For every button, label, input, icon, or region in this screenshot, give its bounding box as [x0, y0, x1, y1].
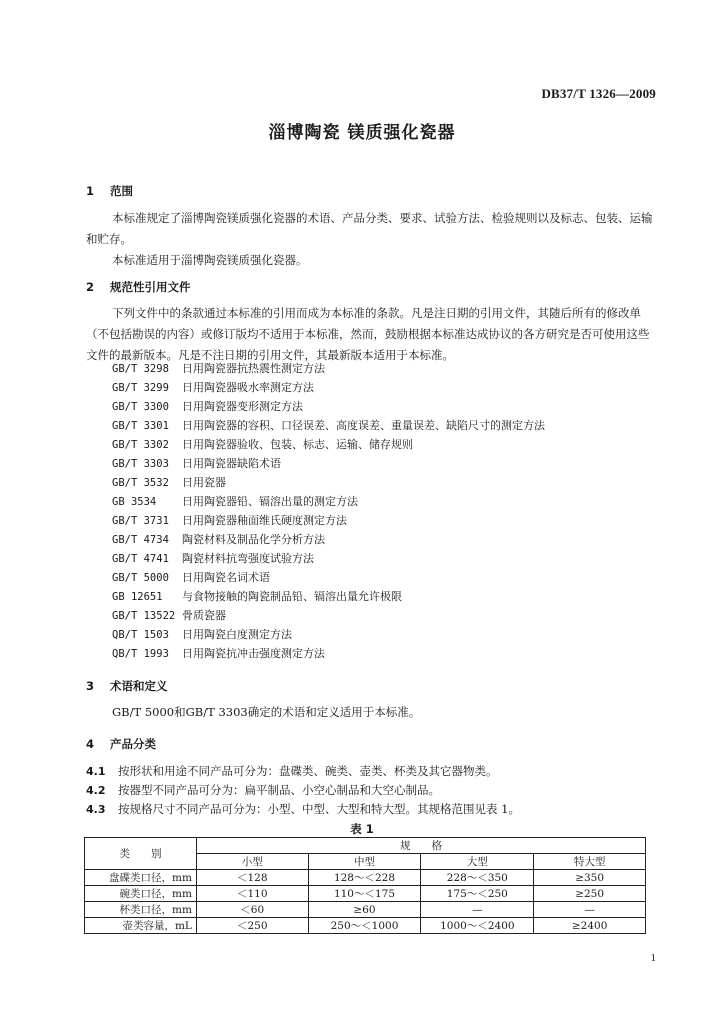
clause-number: 4.3 [86, 803, 106, 816]
reference-title: 日用陶瓷抗冲击强度测定方法 [182, 647, 325, 660]
reference-code: GB/T 3302 [112, 439, 169, 451]
table-cell: — [421, 902, 534, 918]
reference-title: 与食物接触的陶瓷制品铅、镉溶出量允许极限 [182, 590, 402, 603]
table-cell: ≥250 [534, 886, 646, 902]
table-cell: 128～＜228 [308, 870, 421, 886]
section-3-paragraph-1: GB/T 5000和GB/T 3303确定的术语和定义适用于本标准。 [112, 705, 421, 719]
reference-title: 日用陶瓷器铅、镉溶出量的测定方法 [182, 495, 358, 508]
clause-text: 按器型不同产品可分为：扁平制品、小空心制品和大空心制品。 [118, 783, 440, 797]
section-number: 3 [86, 679, 95, 693]
table-cell: ＜60 [196, 902, 308, 918]
section-3-heading [86, 678, 168, 694]
table-caption: 表 1 [350, 822, 374, 836]
reference-title: 日用瓷器 [182, 476, 226, 489]
section-2-heading [86, 279, 191, 295]
clause-4-1 [86, 763, 498, 779]
reference-item [112, 625, 545, 644]
reference-title: 日用陶瓷器的容积、口径误差、高度误差、重量误差、缺陷尺寸的测定方法 [182, 419, 545, 432]
reference-code: GB 3534 [112, 496, 157, 508]
section-1-heading [86, 183, 133, 199]
reference-title: 日用陶瓷器变形测定方法 [182, 400, 303, 413]
reference-title: 日用陶瓷器验收、包装、标志、运输、储存规则 [182, 438, 413, 451]
size-header: 小型 [196, 854, 308, 870]
section-1-paragraph-2: 本标准适用于淄博陶瓷镁质强化瓷器。 [112, 253, 308, 267]
reference-code: GB/T 3303 [112, 458, 169, 470]
section-title: 范围 [110, 184, 133, 198]
reference-item [112, 492, 545, 511]
clause-number: 4.1 [86, 765, 106, 778]
reference-item [112, 568, 545, 587]
clause-4-2 [86, 782, 440, 798]
standard-number: DB37/T 1326—2009 [541, 86, 656, 101]
reference-code: QB/T 1503 [112, 629, 169, 641]
table-row [85, 902, 646, 918]
reference-code: GB/T 3301 [112, 420, 169, 432]
reference-title: 骨质瓷器 [182, 609, 226, 622]
reference-title: 陶瓷材料及制品化学分析方法 [182, 533, 325, 546]
reference-item [112, 587, 545, 606]
reference-code: GB/T 4741 [112, 553, 169, 565]
table-cell: ＜110 [196, 886, 308, 902]
section-1-paragraph-1: 本标准规定了淄博陶瓷镁质强化瓷器的术语、产品分类、要求、试验方法、检验规则以及标志、包装、运输和贮存。 [86, 211, 653, 246]
reference-title: 日用陶瓷器缺陷术语 [182, 457, 281, 470]
spec-group-header: 规 格 [196, 838, 645, 854]
clause-4-3 [86, 801, 520, 817]
table-row [85, 870, 646, 886]
reference-item [112, 511, 545, 530]
reference-item [112, 454, 545, 473]
section-number: 4 [86, 737, 95, 751]
size-header: 特大型 [534, 854, 646, 870]
normative-references-list [112, 359, 545, 663]
reference-code: GB/T 3300 [112, 401, 169, 413]
section-number: 1 [86, 184, 95, 198]
section-2-paragraph-1: 下列文件中的条款通过本标准的引用而成为本标准的条款。凡是注日期的引用文件，其随后所有的修改单（不包括勘误的内容）或修订版均不适用于本标准，然而，鼓励根据本标准达成协议的各方研究是否可使用这些文件的最新版本。凡是不注日期的引用文件，其最新版本适用于本标准。 [86, 306, 650, 362]
section-title: 规范性引用文件 [110, 280, 191, 294]
table-cell: 250～＜1000 [308, 918, 421, 934]
reference-item [112, 530, 545, 549]
reference-code: GB/T 3532 [112, 477, 169, 489]
page-number: 1 [650, 952, 656, 964]
reference-code: GB/T 5000 [112, 572, 169, 584]
section-title: 产品分类 [110, 737, 156, 751]
reference-item [112, 378, 545, 397]
table-header-row [85, 838, 646, 854]
clause-number: 4.2 [86, 784, 106, 797]
table-cell: 228～＜350 [421, 870, 534, 886]
reference-code: GB/T 3299 [112, 382, 169, 394]
size-header: 大型 [421, 854, 534, 870]
table-cell: — [534, 902, 646, 918]
table-row [85, 886, 646, 902]
clause-text: 按形状和用途不同产品可分为：盘碟类、碗类、壶类、杯类及其它器物类。 [118, 764, 498, 778]
table-row [85, 918, 646, 934]
reference-code: GB/T 13522 [112, 610, 176, 622]
row-label: 碗类口径，mm [85, 886, 197, 902]
size-header: 中型 [308, 854, 421, 870]
reference-title: 日用陶瓷器釉面维氏硬度测定方法 [182, 514, 347, 527]
reference-item [112, 397, 545, 416]
section-title: 术语和定义 [110, 679, 168, 693]
reference-title: 日用陶瓷名词术语 [182, 571, 270, 584]
reference-item [112, 473, 545, 492]
section-4-heading [86, 736, 156, 752]
table-cell: 175～＜250 [421, 886, 534, 902]
table-cell: ≥60 [308, 902, 421, 918]
reference-title: 日用陶瓷白度测定方法 [182, 628, 292, 641]
reference-item [112, 549, 545, 568]
table-cell: ≥350 [534, 870, 646, 886]
reference-code: GB 12651 [112, 591, 163, 603]
reference-title: 陶瓷材料抗弯强度试验方法 [182, 552, 314, 565]
row-label: 杯类口径，mm [85, 902, 197, 918]
reference-code: GB/T 3731 [112, 515, 169, 527]
reference-code: GB/T 3298 [112, 363, 169, 375]
reference-item [112, 644, 545, 663]
table-cell: ＜250 [196, 918, 308, 934]
size-spec-table [84, 837, 646, 934]
reference-title: 日用陶瓷器抗热震性测定方法 [182, 362, 325, 375]
reference-item [112, 359, 545, 378]
row-label: 壶类容量，mL [85, 918, 197, 934]
reference-code: QB/T 1993 [112, 648, 169, 660]
reference-title: 日用陶瓷器吸水率测定方法 [182, 381, 314, 394]
category-header: 类 别 [85, 838, 197, 870]
table-cell: ≥2400 [534, 918, 646, 934]
reference-item [112, 416, 545, 435]
reference-item [112, 606, 545, 625]
document-title: 淄博陶瓷 镁质强化瓷器 [268, 123, 456, 143]
reference-code: GB/T 4734 [112, 534, 169, 546]
table-cell: ＜128 [196, 870, 308, 886]
table-cell: 110～＜175 [308, 886, 421, 902]
row-label: 盘碟类口径，mm [85, 870, 197, 886]
clause-text: 按规格尺寸不同产品可分为：小型、中型、大型和特大型。其规格范围见表 1。 [118, 802, 520, 816]
table-cell: 1000～＜2400 [421, 918, 534, 934]
section-number: 2 [86, 280, 95, 294]
reference-item [112, 435, 545, 454]
